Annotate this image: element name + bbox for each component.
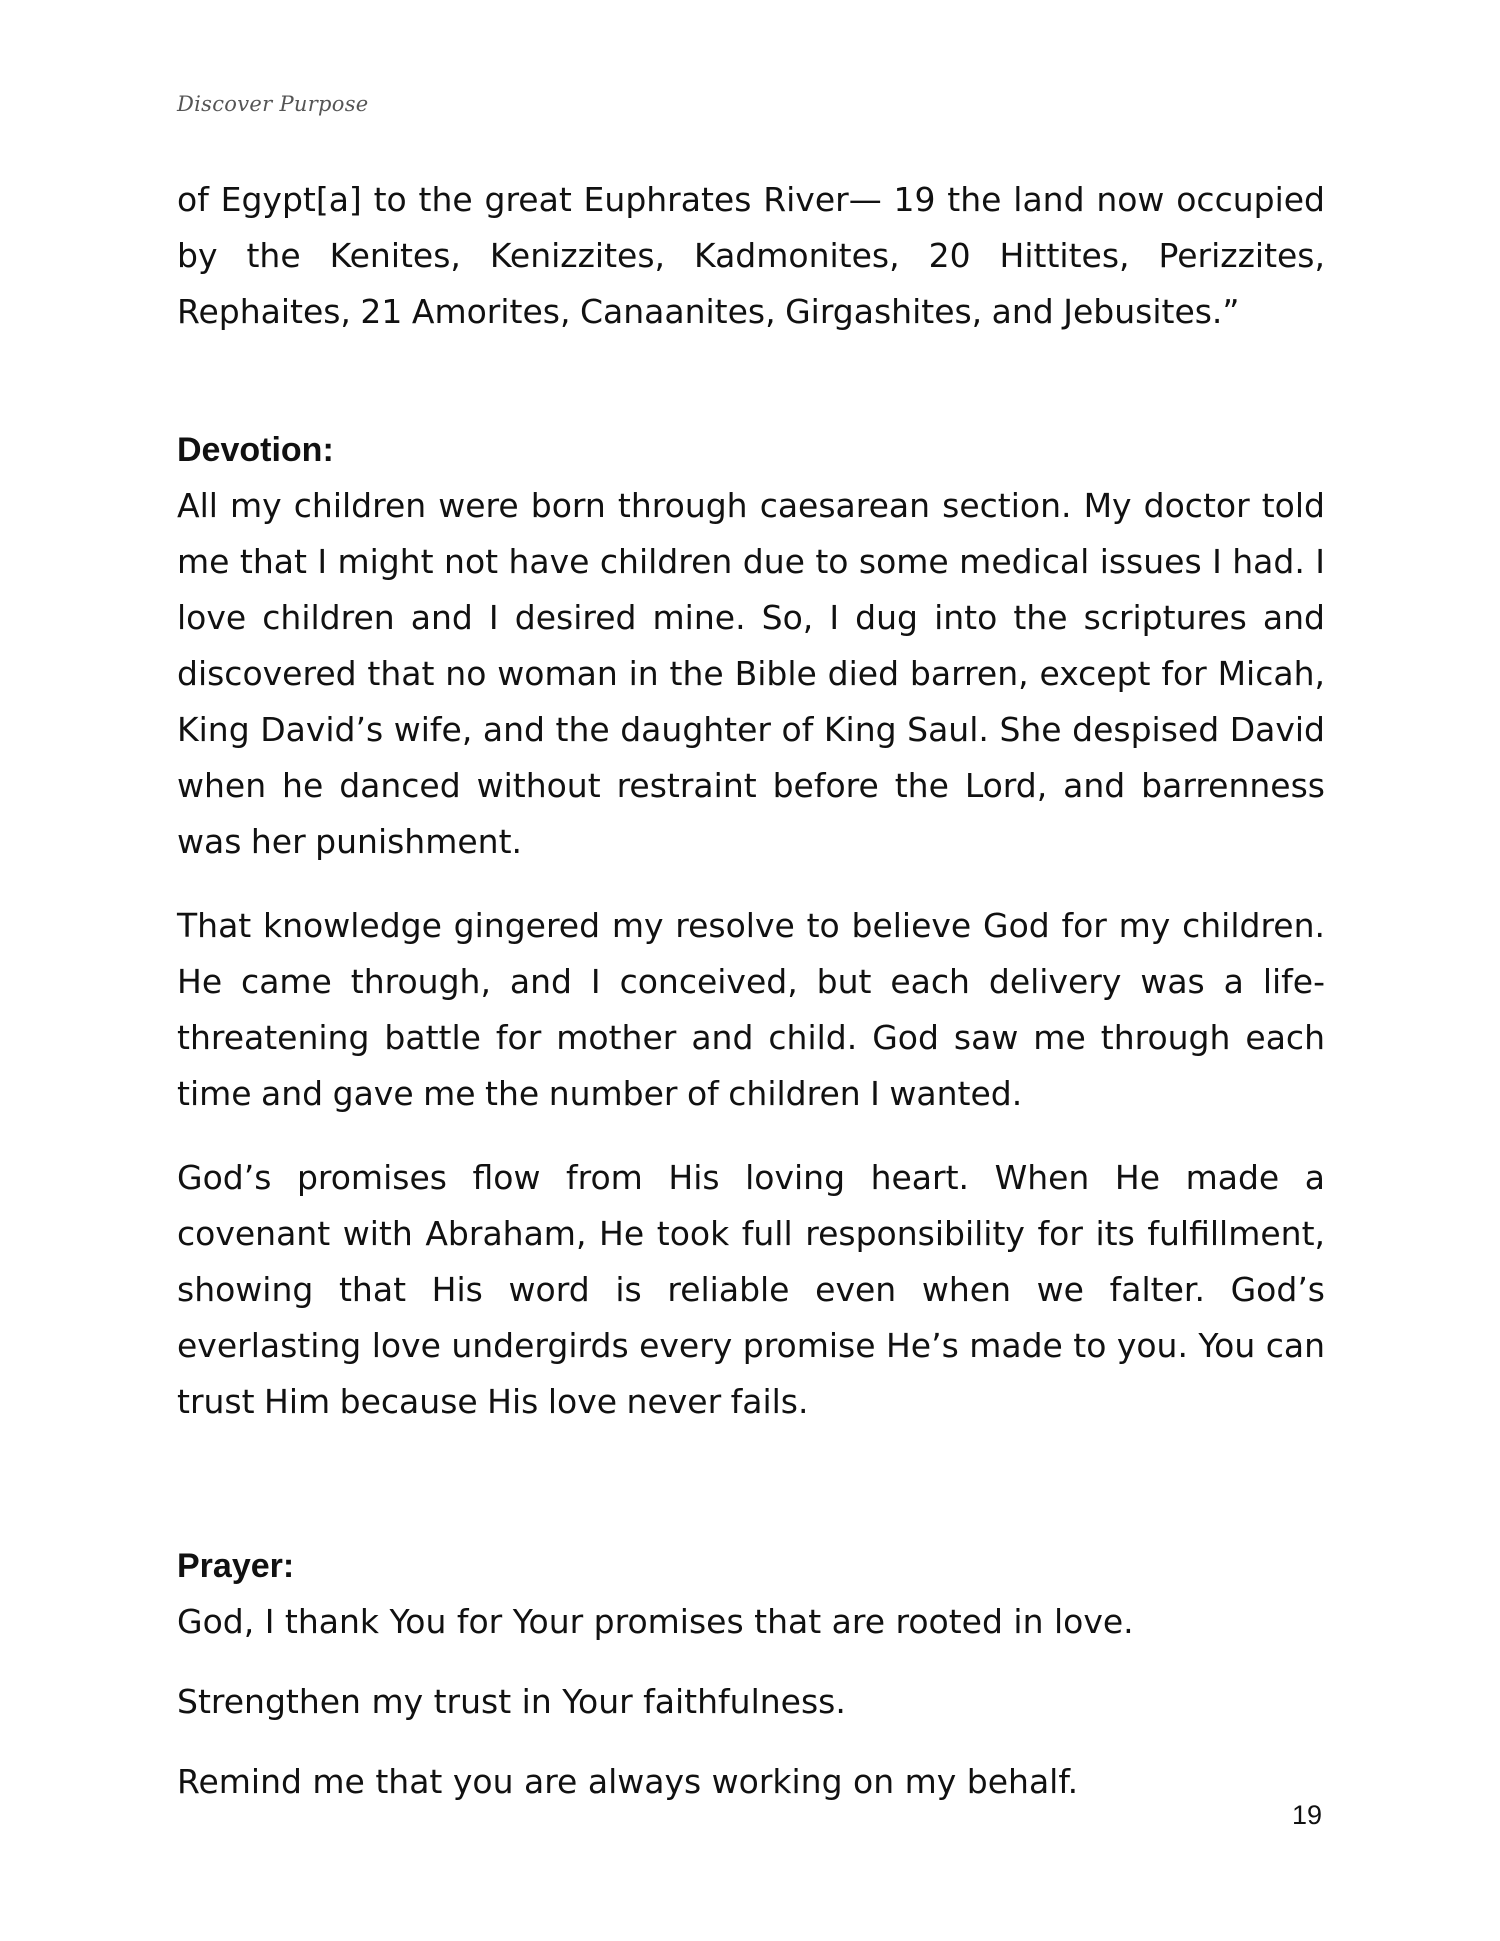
prayer-heading: Prayer: <box>177 1547 295 1585</box>
running-header: Discover Purpose <box>177 92 369 116</box>
page-number: 19 <box>1291 1800 1322 1830</box>
scripture-passage: of Egypt[a] to the great Euphrates River— 19 the land now occupied by the Kenites, Kenizzites, Kadmonites, 20 Hittites, Perizzites, Rephaites, 21 Amorites, Canaanites, Girgashites, and Jebusites.” <box>177 180 1325 331</box>
devotion-paragraph-3: God’s promises flow from His loving heart. When He made a covenant with Abraham, He took full responsibility for its fulfillment, showing that His word is reliable even when we falter. God’s everlasting love undergirds every promise He’s made to you. You can trust Him because His love never fails. <box>177 1158 1325 1421</box>
prayer-line-3: Remind me that you are always working on my behalf. <box>177 1762 1079 1801</box>
devotion-heading: Devotion: <box>177 431 334 469</box>
devotion-paragraph-1: All my children were born through caesarean section. My doctor told me that I might not have children due to some medical issues I had. I love children and I desired mine. So, I dug into the scriptures and discovered that no woman in the Bible died barren, except for Micah, King David’s wife, and the daughter of King Saul. She despised David when he danced without restraint before the Lord, and barrenness was her punishment. <box>177 486 1325 861</box>
devotion-paragraph-2: That knowledge gingered my resolve to believe God for my children. He came through, and I conceived, but each delivery was a life-threatening battle for mother and child. God saw me through each time and gave me the number of children I wanted. <box>177 906 1325 1113</box>
page-content <box>177 172 1325 1810</box>
prayer-line-1: God, I thank You for Your promises that are rooted in love. <box>177 1602 1134 1641</box>
prayer-line-2: Strengthen my trust in Your faithfulness. <box>177 1682 846 1721</box>
